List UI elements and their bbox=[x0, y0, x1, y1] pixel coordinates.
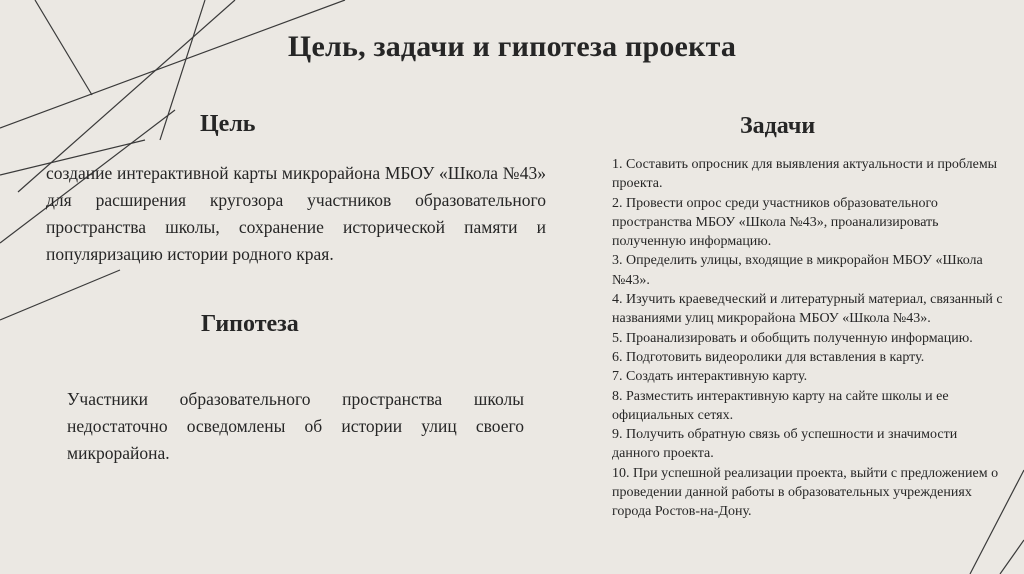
task-item: 7. Создать интерактивную карту. bbox=[612, 369, 808, 385]
tasks-list bbox=[612, 155, 1007, 522]
hypothesis-text: Участники образовательного пространства школы недостаточно осведомлены об истории улиц своего микрорайона. bbox=[67, 389, 524, 463]
task-item: 9. Получить обратную связь об успешности и значимости данного проекта. bbox=[612, 427, 958, 462]
task-item: 2. Провести опрос среди участников образовательного пространства МБОУ «Школа №43», проанализировать полученную информацию. bbox=[612, 195, 939, 250]
task-item: 1. Составить опросник для выявления актуальности и проблемы проекта. bbox=[612, 157, 998, 192]
goal-heading: Цель bbox=[200, 111, 256, 137]
tasks-heading: Задачи bbox=[740, 113, 816, 139]
task-item: 4. Изучить краеведческий и литературный материал, связанный с названиями улиц микрорайона МБОУ «Школа №43». bbox=[612, 292, 1003, 327]
task-item: 10. При успешной реализации проекта, выйти с предложением о проведении данной работы в образовательных учреждениях города Ростов-на-Дону. bbox=[612, 465, 999, 520]
task-item: 5. Проанализировать и обобщить полученную информацию. bbox=[612, 330, 973, 346]
hypothesis-heading: Гипотеза bbox=[201, 311, 299, 337]
goal-text: создание интерактивной карты микрорайона МБОУ «Школа №43» для расширения кругозора участников образовательного пространства школы, сохранение исторической памяти и популяризацию истории родного края. bbox=[46, 163, 546, 264]
task-item: 8. Разместить интерактивную карту на сайте школы и ее официальных сетях. bbox=[612, 388, 949, 423]
task-item: 6. Подготовить видеоролики для вставления в карту. bbox=[612, 349, 925, 365]
page-title: Цель, задачи и гипотеза проекта bbox=[287, 30, 737, 63]
task-item: 3. Определить улицы, входящие в микрорайон МБОУ «Школа №43». bbox=[612, 253, 983, 288]
